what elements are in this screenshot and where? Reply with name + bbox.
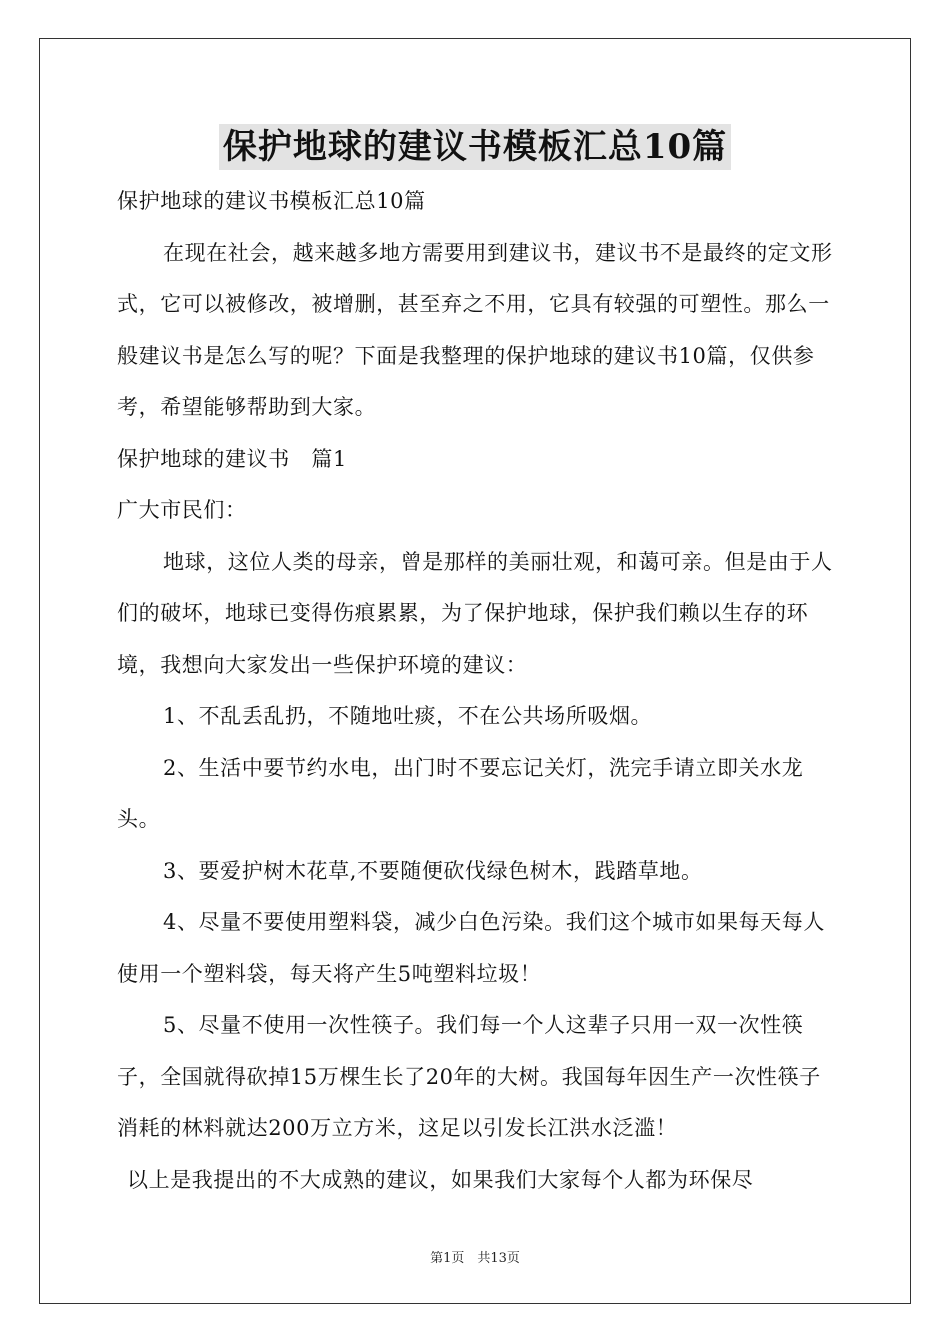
page-footer: 第1页 共13页 — [430, 1251, 520, 1266]
suggestion-4: 4、尽量不要使用塑料袋，减少白色污染。我们这个城市如果每天每人使用一个塑料袋，每天将产生5吨塑料垃圾！ — [117, 910, 825, 986]
suggestion-5: 5、尽量不使用一次性筷子。我们每一个人这辈子只用一双一次性筷子，全国就得砍掉15万棵生长了20年的大树。我国每年因生产一次性筷子消耗的林料就达200万立方米，这足以引发长江洪水泛滥！ — [117, 1013, 821, 1140]
document-title: 保护地球的建议书模板汇总10篇 — [219, 124, 731, 170]
section-heading: 保护地球的建议书 篇1 — [117, 446, 347, 471]
suggestion-2: 2、生活中要节约水电，出门时不要忘记关灯，洗完手请立即关水龙头。 — [117, 755, 804, 831]
subtitle: 保护地球的建议书模板汇总10篇 — [117, 189, 426, 213]
body-paragraph: 地球，这位人类的母亲，曾是那样的美丽壮观，和蔼可亲。但是由于人们的破坏，地球已变得伤痕累累，为了保护地球，保护我们赖以生存的环境，我想向大家发出一些保护环境的建议： — [117, 549, 833, 677]
suggestion-1: 1、不乱丢乱扔，不随地吐痰，不在公共场所吸烟。 — [163, 704, 653, 728]
suggestion-3: 3、要爱护树木花草,不要随便砍伐绿色树木，践踏草地。 — [163, 858, 703, 883]
intro-paragraph: 在现在社会，越来越多地方需要用到建议书，建议书不是最终的定文形式，它可以被修改，被增删，甚至弃之不用，它具有较强的可塑性。那么一般建议书是怎么写的呢？下面是我整理的保护地球的建议书10篇，仅供参考，希望能够帮助到大家。 — [117, 240, 833, 419]
salutation: 广大市民们： — [117, 498, 247, 522]
document-title-container — [0, 124, 950, 170]
document-body — [117, 176, 835, 1206]
closing-paragraph: 以上是我提出的不大成熟的建议，如果我们大家每个人都为环保尽 — [127, 1167, 754, 1192]
